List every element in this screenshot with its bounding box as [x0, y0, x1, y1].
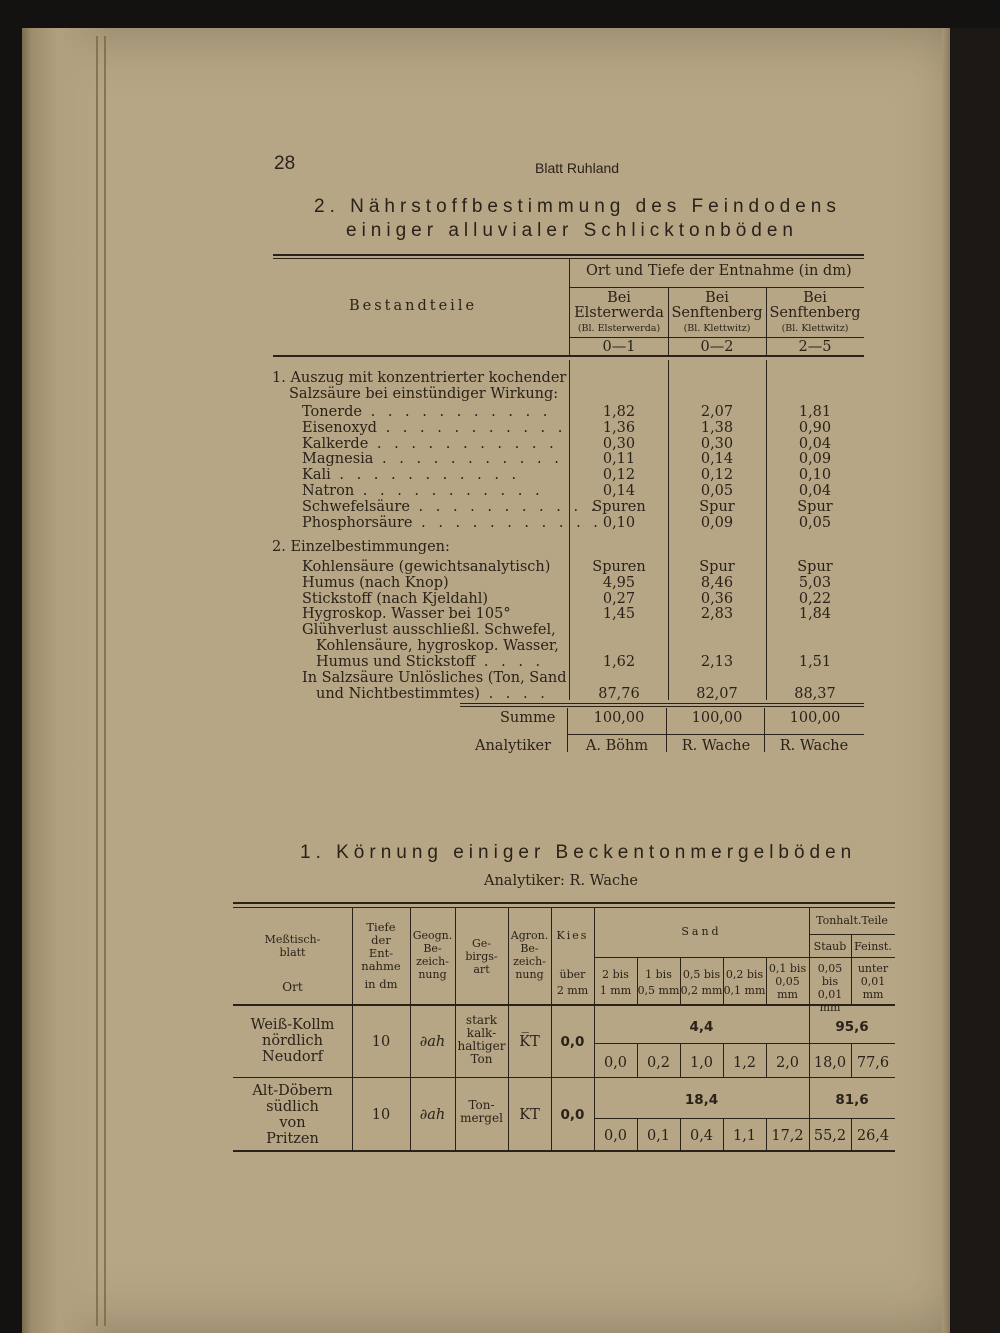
row-label: Kalkerde . . . . . . . . . . .	[302, 435, 558, 452]
depth-value: 2—5	[798, 339, 832, 355]
table-cell: 0,05	[798, 514, 832, 531]
row-label: Glühverlust ausschließl. Schwefel,	[302, 622, 556, 638]
row-label: Natron . . . . . . . . . . .	[302, 483, 544, 499]
analytiker-value: A. Böhm	[585, 738, 649, 754]
row-divider	[233, 1077, 895, 1078]
row-label: Phosphorsäure . . . . . . . . . . .	[302, 514, 602, 531]
depth-value: 0—2	[700, 339, 734, 355]
row1-ton-total: 95,6	[835, 1019, 869, 1035]
row-label: Humus und Stickstoff . . . .	[316, 654, 545, 670]
section1-title: 1. Körnung einiger Beckentonmergelböden	[300, 842, 857, 863]
row-label: Hygroskop. Wasser bei 105°	[302, 606, 511, 623]
col-divider	[764, 708, 765, 752]
header-staub-range: 0,05 bis 0,01 mm	[817, 962, 843, 1014]
summe-value: 100,00	[593, 710, 645, 726]
header-sub-rule	[809, 934, 895, 935]
header-gebirgsart: Ge- birgs- art	[465, 937, 498, 976]
row1-sand-value: 1,0	[689, 1055, 714, 1071]
header-sub-rule	[569, 287, 864, 288]
analytiker-rule	[567, 734, 864, 735]
table-cell: 0,12	[602, 467, 636, 484]
header-sub-rule	[594, 957, 895, 958]
table-cell: 0,11	[602, 451, 636, 468]
header-feinst-range: unter 0,01 mm	[857, 962, 889, 1001]
row-label: Kohlensäure, hygroskop. Wasser,	[316, 638, 559, 654]
page-binding-edge	[22, 28, 112, 1333]
row2-gebirgsart: Ton- mergel	[460, 1098, 503, 1125]
table-cell: 0,30	[602, 435, 636, 452]
table-cell: 1,82	[602, 404, 636, 420]
page-number: 28	[274, 153, 296, 174]
col-divider	[567, 708, 568, 752]
row1-feinst: 77,6	[856, 1055, 890, 1071]
row1-staub: 18,0	[813, 1055, 847, 1071]
row2-ton-total: 81,6	[835, 1092, 869, 1108]
summe-value: 100,00	[789, 710, 841, 726]
row2-staub: 55,2	[813, 1128, 847, 1144]
header-sand: Sand	[681, 925, 722, 938]
row2-sand-value: 0,1	[646, 1128, 671, 1144]
table-cell: Spur	[797, 559, 833, 575]
header-sand-fraction: 0,2 bis 0,1 mm	[723, 968, 766, 997]
table-cell: Spur	[797, 498, 833, 515]
table-cell: 0,27	[602, 590, 636, 607]
analytiker-value: R. Wache	[779, 738, 849, 754]
row1-sand-value: 2,0	[775, 1055, 800, 1071]
row2-tiefe: 10	[371, 1107, 391, 1123]
table-bottom-rule	[233, 1150, 895, 1152]
table-cell: 4,95	[602, 574, 636, 591]
row2-ort: Alt-Döbern südlich von Pritzen	[252, 1083, 333, 1147]
row2-sand-value: 0,0	[603, 1128, 628, 1144]
section2-title-line2: einiger alluvialer Schlicktonböden	[346, 220, 799, 241]
table-top-rule-thin	[233, 907, 895, 908]
row-label: und Nichtbestimmtes) . . . .	[316, 686, 549, 702]
table-cell: 1,84	[798, 606, 832, 623]
table-cell: 0,14	[700, 451, 734, 468]
table-cell: 0,10	[798, 467, 832, 484]
summe-label: Summe	[500, 710, 556, 726]
group1-heading: Salzsäure bei einstündiger Wirkung:	[289, 386, 559, 402]
row-label: Kohlensäure (gewichtsanalytisch)	[302, 559, 551, 575]
row-label: Magnesia . . . . . . . . . . .	[302, 451, 563, 468]
row2-sand-value: 0,4	[689, 1128, 714, 1144]
table-cell: 88,37	[794, 686, 836, 702]
sum-rule	[460, 706, 864, 707]
col-divider	[666, 708, 667, 752]
table-cell: 0,04	[798, 435, 832, 452]
header-sand-fraction: 1 bis 0,5 mm	[637, 968, 680, 997]
row1-geogn: ∂ah	[419, 1034, 446, 1050]
group2-heading: 2. Einzelbestimmungen:	[272, 539, 450, 555]
table-cell: 87,76	[598, 686, 640, 702]
table-top-rule	[273, 254, 864, 256]
header-feinst: Feinst.	[854, 940, 892, 953]
header-bestandteile: Bestandteile	[349, 298, 478, 314]
subtotal-rule	[594, 1118, 895, 1119]
table-cell: 1,45	[602, 606, 636, 623]
row-label: Eisenoxyd . . . . . . . . . . .	[302, 419, 567, 436]
running-head: Blatt Ruhland	[535, 160, 620, 176]
table-cell: 0,12	[700, 467, 734, 484]
table-cell: 1,38	[700, 419, 734, 436]
row-label: Tonerde . . . . . . . . . . .	[302, 404, 552, 420]
header-tiefe: Tiefe der Ent- nahme in dm	[361, 920, 401, 991]
header-ort-tiefe: Ort und Tiefe der Entnahme (in dm)	[586, 263, 852, 279]
row1-agron: K̅T	[519, 1034, 540, 1050]
table-cell: 0,05	[700, 483, 734, 499]
table-cell: Spur	[699, 559, 735, 575]
row1-sand-value: 0,2	[646, 1055, 671, 1071]
table-cell: 0,09	[700, 514, 734, 531]
table-top-rule	[233, 902, 895, 904]
table-cell: 0,10	[602, 514, 636, 531]
row1-sand-value: 0,0	[603, 1055, 628, 1071]
table-cell: 2,13	[700, 654, 734, 670]
table-cell: 2,83	[700, 606, 734, 623]
subtotal-rule	[594, 1043, 895, 1044]
table-cell: Spur	[699, 498, 735, 515]
table-cell: 1,51	[798, 654, 832, 670]
header-sand-fraction: 0,5 bis 0,2 mm	[680, 968, 723, 997]
section1-analyst: Analytiker: R. Wache	[484, 873, 639, 889]
depth-rule	[569, 337, 864, 338]
row2-sand-total: 18,4	[684, 1092, 719, 1108]
row1-sand-value: 1,2	[732, 1055, 757, 1071]
analytiker-label: Analytiker	[475, 738, 552, 754]
row-label: Humus (nach Knop)	[302, 574, 449, 591]
sum-rule	[460, 703, 864, 704]
header-agron: Agron. Be- zeich- nung	[510, 929, 549, 981]
table-cell: 0,22	[798, 590, 832, 607]
column-header: Bei Senftenberg (Bl. Klettwitz)	[671, 290, 763, 334]
row1-kies: 0,0	[560, 1034, 585, 1050]
header-sand-fraction: 0,1 bis 0,05 mm	[768, 962, 807, 1001]
row-label: Stickstoff (nach Kjeldahl)	[302, 590, 489, 607]
header-kies-sub: über 2 mm	[556, 968, 589, 997]
table-cell: 5,03	[798, 574, 832, 591]
header-kies: Kies	[556, 929, 589, 942]
page-edge-line	[104, 36, 106, 1326]
analytiker-value: R. Wache	[681, 738, 751, 754]
row1-gebirgsart: stark kalk- haltiger Ton	[457, 1013, 506, 1066]
header-bottom-rule	[273, 355, 864, 357]
table-cell: 0,30	[700, 435, 734, 452]
table-cell: 1,62	[602, 654, 636, 670]
header-geogn: Geogn. Be- zeich- nung	[412, 929, 453, 981]
row1-tiefe: 10	[371, 1034, 391, 1050]
row1-sand-total: 4,4	[689, 1019, 714, 1035]
row2-feinst: 26,4	[856, 1128, 890, 1144]
header-tonhalt: Tonhalt.Teile	[816, 914, 888, 927]
table-cell: 0,90	[798, 419, 832, 436]
header-messtischblatt: Meßtisch- blatt	[264, 933, 321, 959]
table-cell: 2,07	[700, 404, 734, 420]
background-right	[950, 28, 1000, 1333]
table-cell: Spuren	[592, 559, 646, 575]
table-cell: 0,09	[798, 451, 832, 468]
row2-sand-value: 17,2	[771, 1128, 804, 1144]
row2-agron: KT	[519, 1107, 540, 1123]
row-label: In Salzsäure Unlösliches (Ton, Sand	[302, 670, 567, 686]
table-cell: 1,81	[798, 404, 832, 420]
column-header: Bei Elsterwerda (Bl. Elsterwerda)	[574, 290, 664, 334]
table-cell: 1,36	[602, 419, 636, 436]
table-cell: 0,36	[700, 590, 734, 607]
section2-title-line1: 2. Nährstoffbestimmung des Feindodens	[314, 196, 841, 217]
header-ort: Ort	[282, 980, 303, 994]
depth-value: 0—1	[602, 339, 636, 355]
row1-ort: Weiß-Kollm nördlich Neudorf	[250, 1017, 335, 1065]
row2-geogn: ∂ah	[419, 1107, 446, 1123]
row-label: Kali . . . . . . . . . . .	[302, 467, 521, 484]
column-header: Bei Senftenberg (Bl. Klettwitz)	[769, 290, 861, 334]
header-sand-fraction: 2 bis 1 mm	[599, 968, 632, 997]
table-cell: Spuren	[592, 498, 646, 515]
row2-kies: 0,0	[560, 1107, 585, 1123]
row-label: Schwefelsäure . . . . . . . . . . .	[302, 498, 600, 515]
table-cell: 0,04	[798, 483, 832, 499]
header-staub: Staub	[813, 940, 847, 953]
summe-value: 100,00	[691, 710, 743, 726]
table-cell: 82,07	[696, 686, 738, 702]
group1-heading: 1. Auszug mit konzentrierter kochender	[272, 370, 567, 386]
table-cell: 0,14	[602, 483, 636, 499]
table-cell: 8,46	[700, 574, 734, 591]
page-edge-line	[96, 36, 98, 1326]
row2-sand-value: 1,1	[732, 1128, 757, 1144]
header-bottom-rule	[233, 1004, 895, 1006]
